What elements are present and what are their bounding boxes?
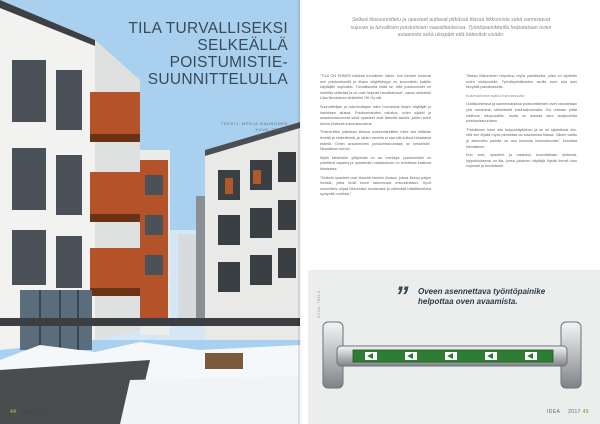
paragraph: Uudiskohteissa ja saneerauksissa poistumisteiden ovet varustetaan yhä useammin sähköisellä kulunvalvonnalla. Ovi voidaan pitää lukittuna ulkopuolelta, mutta se aukeaa aina sisäpuolelta poistumissuuntaan. xyxy=(466,102,577,124)
article-title xyxy=(112,20,288,88)
paragraph: "TILA ON ENNEN kaikkea turvallinen silloin, kun ihmiset tuntevat sen poistumisreitit ja tilojen käytettävyys on suunniteltu kaikille käyttäjille sopivaksi. Turvallisuutta lisää se, että poistumistiet on merkitty selkeästi ja ne ovat helposti havaittavissa", sanoo arkkitehti Liisa Nevalainen Arkkitehti OK Oy:stä. xyxy=(320,74,431,101)
right-page-footer xyxy=(547,409,589,415)
body-column-2 xyxy=(466,74,577,173)
body-column-1 xyxy=(320,74,431,201)
left-page-label: IDEA 2017 xyxy=(21,409,49,415)
magazine-year: 2017 xyxy=(568,409,581,415)
push-bar-icon xyxy=(315,316,585,398)
paragraph: Myös kiinteistön ylläpidolla on iso merkitys: poistumistiet on pidettävä vapaina ja opasteiden valaistuksen on toimittava kaikissa tilanteissa. xyxy=(320,155,431,171)
pull-quote: Oveen asennettava työntöpainike helpottaa oven avaamista. xyxy=(418,287,546,306)
right-page-number: 45 xyxy=(582,409,589,415)
left-page-number: 44 xyxy=(10,409,17,415)
title-line: SUUNNITTELULLA xyxy=(147,71,288,88)
lead-paragraph: Selkeä tilasuunnittelu ja opasteet auttavat pitkässä tilassa liikkumista sekä varmistavat sujuvan ja turvallisen poistumisen vaaratilanteissa. Työntöpainikkeilla helpotetaan ovien avaamista sekä ulospäin että kätevästi sisään. xyxy=(350,17,552,38)
left-page-footer xyxy=(10,409,49,415)
byline-photo: KUVA: TEKLO xyxy=(255,127,288,132)
paragraph: "Painikkeen tulee olla helppokäyttöinen ja se on sijoitettava niin, että sen löytää myös pimeässä tai savuisessa tilassa. Oikein valittu ja asennettu painike on osa toimivaa kokonaisuutta", korostaa Nevalainen. xyxy=(466,127,577,149)
paragraph: Tilassa liikkuminen helpottuu myös painikkeilla, jotka on sijoitettu ovien sisäpuolelle. Työntöpainikkeiden avulla oven saa auki kevyellä painalluksella. xyxy=(466,74,577,90)
paragraph: "Selkeät opasteet ovat tärkeitä etenkin tiloissa, joissa liikkuu paljon ihmisiä, jotka eivät tunne rakennusta entuudestaan. Hyvä suunnittelu ohjaa liikkumista luontevasti ja vähentää hätätilanteissa syntyvää ruuhkaa." xyxy=(320,175,431,197)
byline-text: TEKSTI: MERJA MAUNONEN xyxy=(220,121,288,126)
magazine-brand: IDEA xyxy=(547,409,561,415)
subheading: Kulunvalvonta osaksi kokonaisuutta xyxy=(466,93,525,98)
title-line: TILA TURVALLISEKSI xyxy=(128,20,288,37)
title-line: POISTUMISTIE- xyxy=(169,54,288,71)
quote-mark-icon: ” xyxy=(395,281,409,311)
title-line: SELKEÄLLÄ xyxy=(197,37,288,54)
byline xyxy=(150,121,288,133)
spread-gutter xyxy=(298,0,302,424)
paragraph: Suunnittelijan ja rakennuttajan tulee huomioida tilojen käyttäjät jo hankkeen alussa. Poistumisteiden mitoitus, ovien sijainti ja avautumissuunnat sekä opasteet ovat tärkeitä asioita, joiden tulee toimia yhdessä kokonaisuutena. xyxy=(320,104,431,126)
paragraph: Kun ovet, opasteet ja valaistus suunnitellaan yhdessä, lopputuloksena on tila, jossa jokainen käyttäjä löytää tiensä ulos nopeasti ja turvallisesti. xyxy=(466,153,577,169)
paragraph: "Esimerkiksi julkisissa tiloissa poistumisreittien tulee olla riittävän leveitä ja esteettömiä, ja niiden varrella ei saa olla kulkua hidastavia esteitä. Ovien avautuminen poistumissuuntaan on keskeistä", Nevalainen kertoo. xyxy=(320,130,431,152)
photo-credit: KUVA: TEKLO xyxy=(317,290,321,318)
